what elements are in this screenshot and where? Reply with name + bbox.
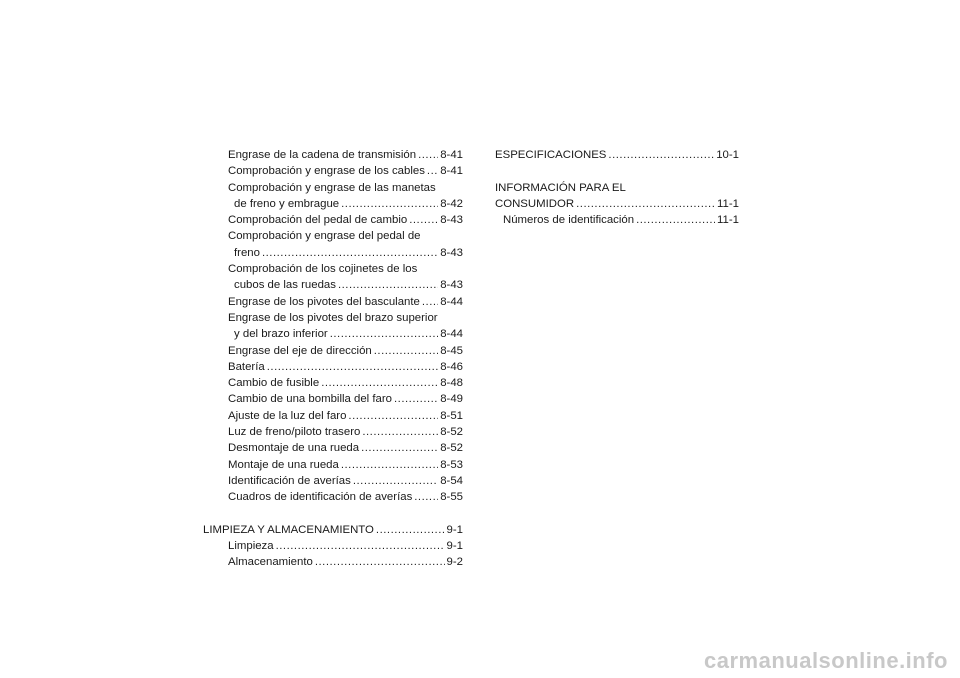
- toc-entry[interactable]: [203, 261, 463, 277]
- toc-entry-text: Comprobación de los cojinetes de los: [228, 263, 418, 276]
- toc-entry[interactable]: [203, 538, 463, 554]
- toc-entry-text: cubos de las ruedas: [234, 279, 336, 292]
- toc-entry-page: 8-51: [440, 409, 463, 422]
- toc-entry-text: Desmontaje de una rueda: [228, 442, 360, 455]
- toc-entry-text: Limpieza: [228, 540, 274, 553]
- toc-entry-text: Almacenamiento: [228, 556, 313, 569]
- toc-entry-text: Cambio de una bombilla del faro: [228, 393, 392, 406]
- toc-entry-text: Batería: [228, 360, 265, 373]
- toc-entry-page: 8-44: [440, 295, 463, 308]
- toc-entry[interactable]: [203, 375, 463, 391]
- toc-entry-page: 8-41: [440, 165, 463, 178]
- toc-entry-page: 9-2: [446, 556, 463, 569]
- toc-entry[interactable]: [203, 424, 463, 440]
- toc-section-heading[interactable]: [203, 522, 463, 538]
- toc-entry-page: 8-43: [440, 279, 463, 292]
- toc-entry[interactable]: [203, 359, 463, 375]
- toc-entry-page: 8-49: [440, 393, 463, 406]
- toc-entry[interactable]: [203, 343, 463, 359]
- toc-entry[interactable]: [203, 408, 463, 424]
- toc-section-text: CONSUMIDOR: [495, 197, 575, 210]
- toc-entry-text: Engrase de los pivotes del basculante: [228, 295, 420, 308]
- toc-entry-text: Identificación de averías: [228, 474, 351, 487]
- toc-entry-text: Ajuste de la luz del faro: [228, 409, 347, 422]
- toc-section-text: INFORMACIÓN PARA EL: [495, 181, 626, 194]
- toc-entry-page: 11-1: [717, 214, 739, 227]
- toc-entry-page: 8-48: [440, 377, 463, 390]
- toc-entry-page: 8-41: [440, 149, 463, 161]
- toc-entry-text: Luz de freno/piloto trasero: [228, 426, 361, 439]
- toc-entry-page: 8-42: [440, 197, 463, 210]
- toc-entry-text: Cambio de fusible: [228, 377, 320, 390]
- toc-entry-text: de freno y embrague: [234, 197, 340, 210]
- toc-entry-text: Engrase de los pivotes del brazo superior: [228, 311, 438, 324]
- toc-entry[interactable]: [203, 391, 463, 407]
- toc-section-page: 11-1: [717, 197, 739, 210]
- toc-left-column: [203, 147, 463, 571]
- toc-entry-text: Montaje de una rueda: [228, 458, 339, 471]
- toc-entry-page: 8-53: [440, 458, 463, 471]
- toc-entry-text: Comprobación del pedal de cambio: [228, 214, 408, 227]
- toc-entry[interactable]: [203, 180, 463, 196]
- toc-entry[interactable]: [203, 310, 463, 326]
- toc-section-page: 10-1: [716, 149, 739, 161]
- toc-entry[interactable]: [203, 147, 463, 163]
- toc-entry-text: Engrase de la cadena de transmisión: [228, 149, 417, 161]
- toc-entry-text: y del brazo inferior: [234, 328, 328, 341]
- toc-entry[interactable]: [203, 294, 463, 310]
- toc-entry[interactable]: [203, 196, 463, 212]
- toc-entry-text: Engrase del eje de dirección: [228, 344, 372, 357]
- toc-entry-page: 8-46: [440, 360, 463, 373]
- toc-entry[interactable]: [203, 440, 463, 456]
- toc-entry[interactable]: [203, 457, 463, 473]
- toc-entry[interactable]: [203, 163, 463, 179]
- toc-entry-page: 8-44: [440, 328, 463, 341]
- toc-entry[interactable]: [203, 473, 463, 489]
- toc-section-heading[interactable]: [495, 147, 739, 163]
- toc-entry[interactable]: [203, 489, 463, 505]
- toc-entry-page: 8-43: [440, 246, 463, 259]
- toc-right-column: [495, 147, 739, 228]
- toc-entry[interactable]: [203, 554, 463, 570]
- toc-entry[interactable]: [495, 212, 739, 228]
- toc-section-heading[interactable]: [495, 180, 739, 196]
- toc-entry-text: Comprobación y engrase del pedal de: [228, 230, 421, 243]
- toc-entry[interactable]: [203, 326, 463, 342]
- toc-entry-page: 8-55: [440, 491, 463, 504]
- watermark: carmanualsonline.info: [704, 648, 948, 673]
- toc-entry-text: Comprobación y engrase de las manetas: [228, 181, 436, 194]
- toc-entry-page: 8-45: [440, 344, 463, 357]
- toc-entry[interactable]: [203, 228, 463, 244]
- toc-section-text: LIMPIEZA Y ALMACENAMIENTO: [203, 523, 374, 536]
- toc-entry[interactable]: [203, 277, 463, 293]
- toc-entry-page: 8-52: [440, 426, 463, 439]
- toc-entry-text: Cuadros de identificación de averías: [228, 491, 413, 504]
- toc-entry-page: 9-1: [446, 540, 463, 553]
- toc-entry-text: freno: [234, 246, 260, 259]
- toc-entry-page: 8-43: [440, 214, 463, 227]
- toc-entry-text: Comprobación y engrase de los cables: [228, 165, 425, 178]
- toc-entry[interactable]: [203, 212, 463, 228]
- toc-entry-page: 8-52: [440, 442, 463, 455]
- toc-entry[interactable]: [203, 245, 463, 261]
- toc-section-text: ESPECIFICACIONES: [495, 149, 607, 161]
- toc-section-heading[interactable]: [495, 196, 739, 212]
- toc-entry-text: Números de identificación: [503, 214, 635, 227]
- spacer: [495, 163, 739, 179]
- toc-section-page: 9-1: [446, 523, 463, 536]
- toc-entry-page: 8-54: [440, 474, 463, 487]
- spacer: [203, 506, 463, 522]
